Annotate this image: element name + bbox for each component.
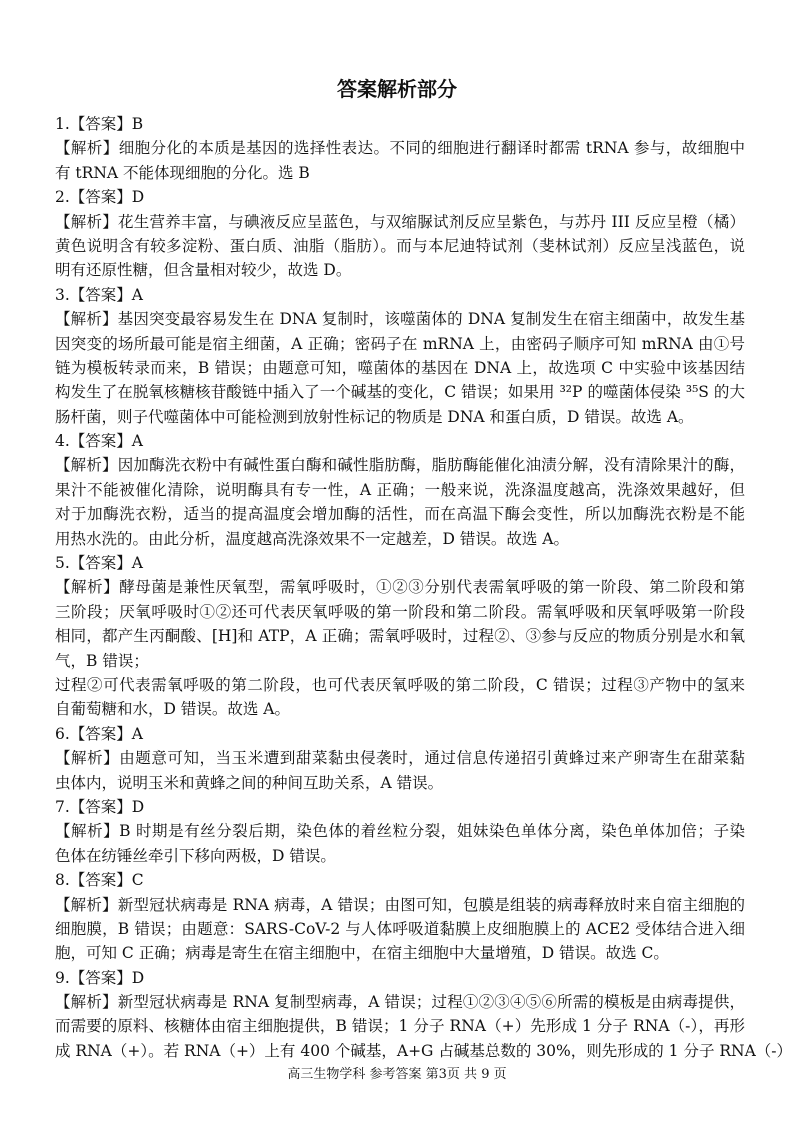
text-line: 9.【答案】D <box>55 968 145 987</box>
text-line: 三阶段；厌氧呼吸时①②还可代表厌氧呼吸的第一阶段和第二阶段。需氧呼吸和厌氧呼吸第一阶段 <box>55 602 745 621</box>
text-line: 色体在纺锤丝牵引下移向两极，D 错误。 <box>55 846 336 865</box>
text-line: 虫体内，说明玉米和黄蜂之间的种间互助关系，A 错误。 <box>55 773 444 792</box>
text-line: 2.【答案】D <box>55 188 145 207</box>
text-line: 5.【答案】A <box>55 554 143 573</box>
text-line: 【解析】基因突变最容易发生在 DNA 复制时，该噬菌体的 DNA 复制发生在宿主细菌中，故发生基 <box>55 310 745 329</box>
text-line: 肠杆菌，则子代噬菌体中可能检测到放射性标记的物质是 DNA 和蛋白质，D 错误。故选 A。 <box>55 407 694 426</box>
text-line: 【解析】细胞分化的本质是基因的选择性表达。不同的细胞进行翻译时都需 tRNA 参与，故细胞中 <box>55 139 745 158</box>
text-line: 用热水洗的。由此分析，温度越高洗涤效果不一定越差，D 错误。故选 A。 <box>55 529 569 548</box>
text-line: 【解析】新型冠状病毒是 RNA 病毒，A 错误；由图可知，包膜是组装的病毒释放时来自宿主细胞的 <box>55 895 745 914</box>
text-line: 因突变的场所最可能是宿主细菌，A 正确；密码子在 mRNA 上，由密码子顺序可知 mRNA 由①号 <box>55 334 745 353</box>
text-line: 自葡萄糖和水，D 错误。故选 A。 <box>55 700 290 719</box>
text-line: 【解析】B 时期是有丝分裂后期，染色体的着丝粒分裂，姐妹染色单体分离，染色单体加倍；子染 <box>55 822 745 841</box>
text-line: 明有还原性糖，但含量相对较少，故选 D。 <box>55 261 352 280</box>
page-title: 答案解析部分 <box>337 77 457 101</box>
text-line: 3.【答案】A <box>55 285 143 304</box>
page-footer: 高三生物学科 参考答案 第3页 共 9 页 <box>287 1067 507 1082</box>
text-line: 有 tRNA 不能体现细胞的分化。选 B <box>55 163 310 182</box>
text-line: 对于加酶洗衣粉，适当的提高温度会增加酶的活性，而在高温下酶会变性，所以加酶洗衣粉是不能 <box>55 505 745 524</box>
text-line: 1.【答案】B <box>55 115 144 133</box>
text-line: 【解析】花生营养丰富，与碘液反应呈蓝色，与双缩脲试剂反应呈紫色，与苏丹 III 反应呈橙（橘） <box>55 212 745 231</box>
text-line: 8.【答案】C <box>55 871 144 890</box>
text-line: 胞，可知 C 正确；病毒是寄生在宿主细胞中，在宿主细胞中大量增殖，D 错误。故选 C。 <box>55 944 669 963</box>
text-line: 气，B 错误； <box>55 651 149 670</box>
text-line: 成 RNA（+）。若 RNA（+）上有 400 个碱基，A+G 占碱基总数的 30%，则先形成的 1 分子 RNA（-） <box>55 1041 793 1060</box>
answer-content <box>55 112 793 1063</box>
text-line: 【解析】新型冠状病毒是 RNA 复制型病毒，A 错误；过程①②③④⑤⑥所需的模板是由病毒提供， <box>55 993 745 1012</box>
text-line: 果汁不能被催化清除，说明酶具有专一性，A 正确；一般来说，洗涤温度越高，洗涤效果越好，但 <box>55 480 745 499</box>
text-line: 构发生了在脱氧核糖核苷酸链中插入了一个碱基的变化，C 错误；如果用 ³²P 的噬菌体侵染 ³⁵S 的大 <box>55 383 745 402</box>
text-line: 链为模板转录而来，B 错误；由题意可知，噬菌体的基因在 DNA 上，故选项 C 中实验中该基因结 <box>55 358 745 377</box>
text-line: 7.【答案】D <box>55 797 145 816</box>
text-line: 【解析】由题意可知，当玉米遭到甜菜黏虫侵袭时，通过信息传递招引黄蜂过来产卵寄生在甜菜黏 <box>55 749 745 768</box>
text-line: 【解析】因加酶洗衣粉中有碱性蛋白酶和碱性脂肪酶，脂肪酶能催化油渍分解，没有清除果汁的酶， <box>55 456 745 475</box>
text-line: 相同，都产生丙酮酸、[H]和 ATP，A 正确；需氧呼吸时，过程②、③参与反应的物质分别是水和氧 <box>55 627 745 646</box>
text-line: 过程②可代表需氧呼吸的第二阶段，也可代表厌氧呼吸的第二阶段，C 错误；过程③产物中的氢来 <box>55 675 745 694</box>
text-line: 6.【答案】A <box>55 724 143 743</box>
text-line: 黄色说明含有较多淀粉、蛋白质、油脂（脂肪）。而与本尼迪特试剂（斐林试剂）反应呈浅蓝色，说 <box>55 236 745 255</box>
text-line: 4.【答案】A <box>55 432 143 451</box>
text-line: 而需要的原料、核糖体由宿主细胞提供，B 错误；1 分子 RNA（+）先形成 1 分子 RNA（-），再形 <box>55 1017 745 1036</box>
text-line: 细胞膜，B 错误；由题意：SARS-CoV-2 与人体呼吸道黏膜上皮细胞膜上的 ACE2 受体结合进入细 <box>55 919 745 938</box>
text-line: 【解析】酵母菌是兼性厌氧型，需氧呼吸时，①②③分别代表需氧呼吸的第一阶段、第二阶段和第 <box>55 578 745 597</box>
